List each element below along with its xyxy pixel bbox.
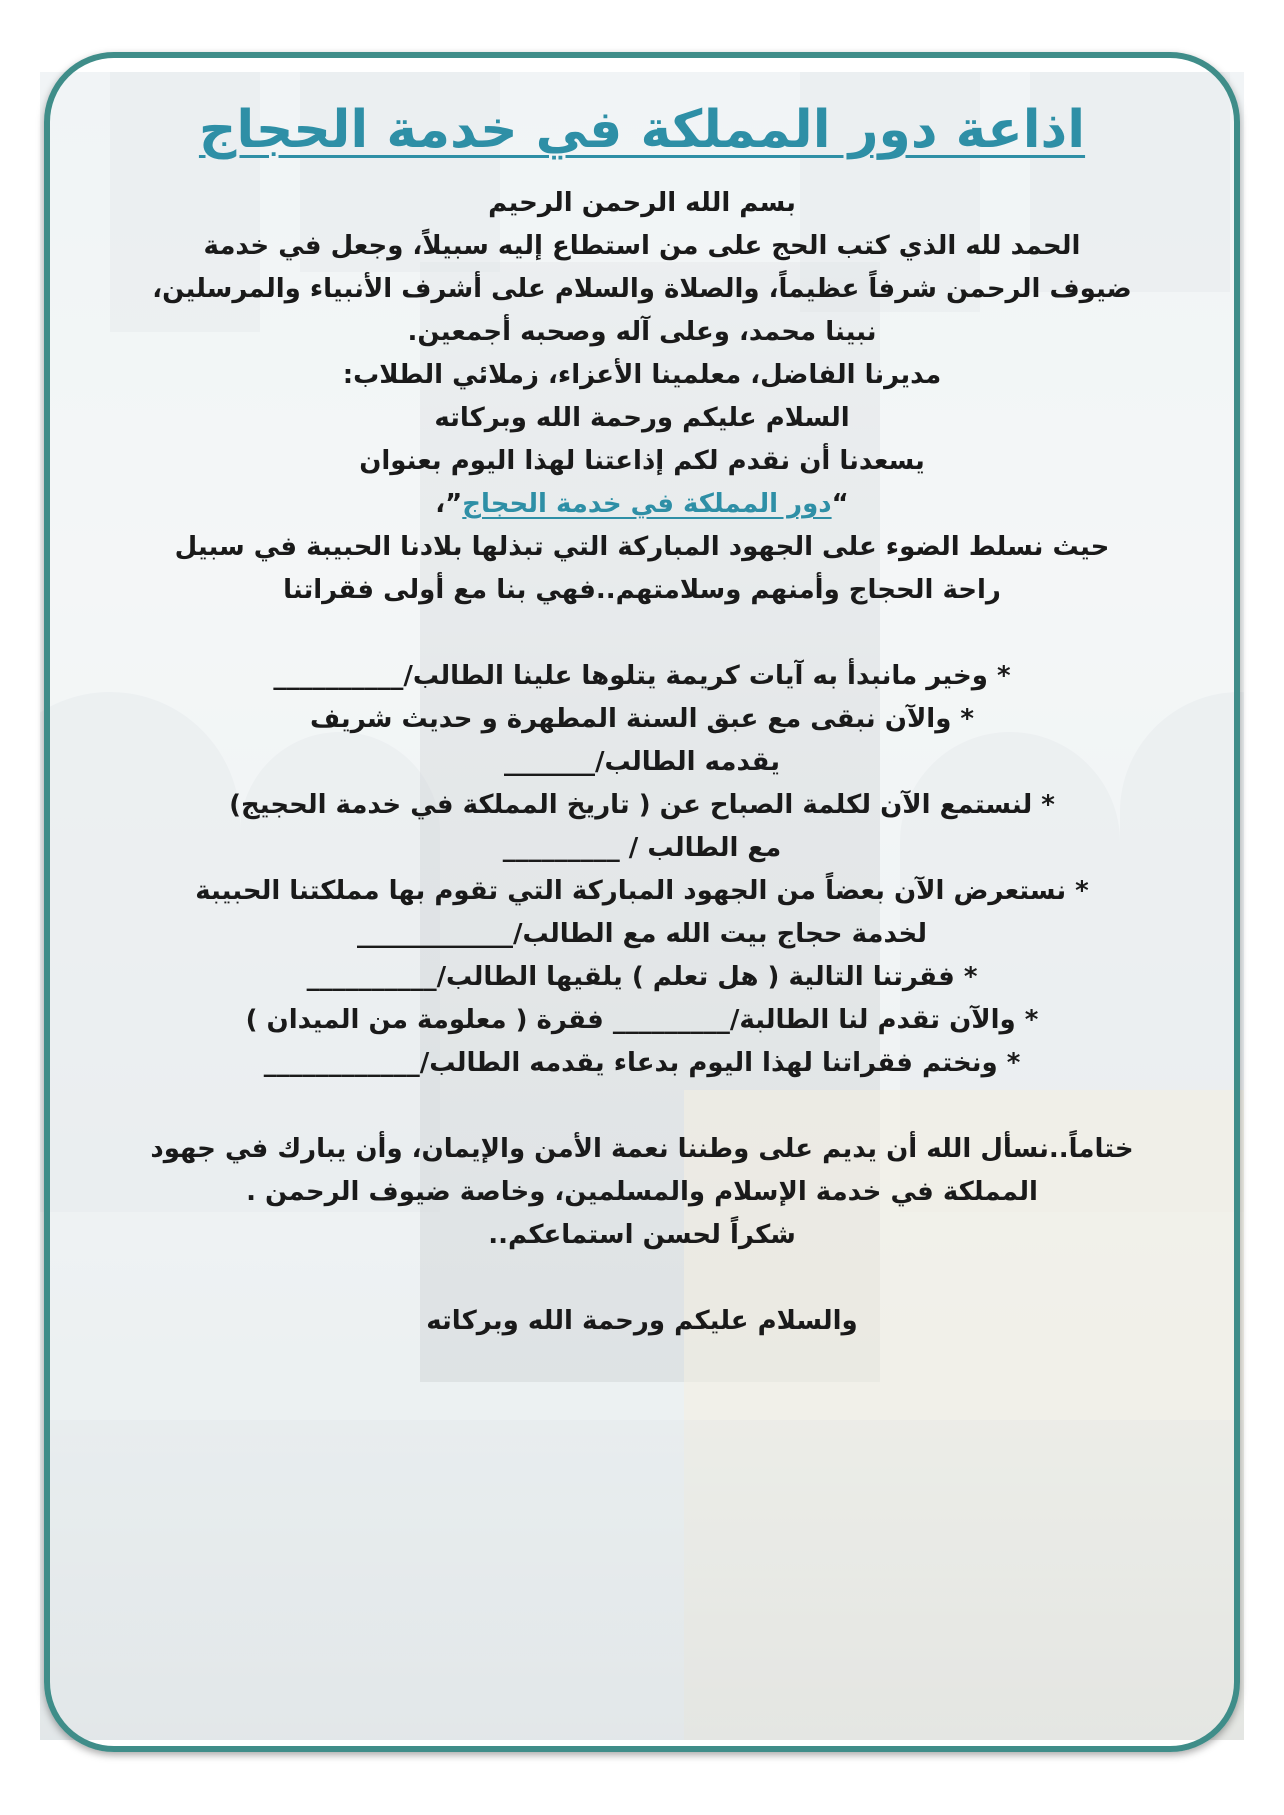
quote-open: “	[831, 489, 849, 519]
spacer	[70, 1257, 1214, 1300]
program-item: مع الطالب / _________	[502, 833, 782, 863]
program-item: * وخير مانبدأ به آيات كريمة يتلوها علينا الطالب/__________	[273, 661, 1011, 691]
greeting-line: مديرنا الفاضل، معلمينا الأعزاء، زملائي الطلاب:	[342, 360, 942, 390]
page-title: اذاعة دور المملكة في خدمة الحجاج	[198, 100, 1086, 160]
intro-line: يسعدنا أن نقدم لكم إذاعتنا لهذا اليوم بعنوان	[359, 446, 925, 476]
basmala-line: بسم الله الرحمن الرحيم	[488, 188, 796, 218]
spacer	[70, 612, 1214, 655]
intro-section	[70, 182, 1214, 612]
intro-line: نبينا محمد، وعلى آله وصحبه أجمعين.	[407, 317, 877, 347]
intro-line: حيث نسلط الضوء على الجهود المباركة التي تبذلها بلادنا الحبيبة في سبيل	[174, 532, 1110, 562]
closing-line: ختاماً..نسأل الله أن يديم على وطننا نعمة الأمن والإيمان، وأن يبارك في جهود	[150, 1134, 1134, 1164]
program-item: لخدمة حجاج بيت الله مع الطالب/____________	[357, 919, 927, 949]
farewell-line: والسلام عليكم ورحمة الله وبركاته	[426, 1306, 858, 1336]
intro-line: راحة الحجاج وأمنهم وسلامتهم..فهي بنا مع أولى فقراتنا	[283, 575, 1001, 605]
quoted-title-line	[70, 483, 1214, 526]
program-item: يقدمه الطالب/_______	[504, 747, 780, 777]
program-item: * والآن نبقى مع عبق السنة المطهرة و حديث شريف	[309, 704, 975, 734]
program-item: * ونختم فقراتنا لهذا اليوم بدعاء يقدمه الطالب/____________	[263, 1048, 1021, 1078]
closing-line: شكراً لحسن استماعكم..	[488, 1220, 796, 1250]
intro-line: ضيوف الرحمن شرفاً عظيماً، والصلاة والسلام على أشرف الأنبياء والمرسلين،	[152, 274, 1132, 304]
quote-close: ”،	[435, 489, 463, 519]
program-item: * نستعرض الآن بعضاً من الجهود المباركة التي تقوم بها مملكتنا الحبيبة	[195, 876, 1089, 906]
broadcast-content	[70, 96, 1214, 1343]
intro-line: الحمد لله الذي كتب الحج على من استطاع إليه سبيلاً، وجعل في خدمة	[203, 231, 1081, 261]
program-item: * والآن تقدم لنا الطالبة/_________ فقرة ( معلومة من الميدان )	[245, 1005, 1039, 1035]
closing-section	[70, 1128, 1214, 1257]
quoted-title-link[interactable]: دور المملكة في خدمة الحجاج	[462, 489, 832, 519]
program-section	[70, 655, 1214, 1085]
program-item: * فقرتنا التالية ( هل تعلم ) يلقيها الطالب/__________	[306, 962, 978, 992]
spacer	[70, 1085, 1214, 1128]
program-item: * لنستمع الآن لكلمة الصباح عن ( تاريخ المملكة في خدمة الحجيج)	[229, 790, 1055, 820]
closing-line: المملكة في خدمة الإسلام والمسلمين، وخاصة ضيوف الرحمن .	[246, 1177, 1038, 1207]
salam-line: السلام عليكم ورحمة الله وبركاته	[434, 403, 850, 433]
